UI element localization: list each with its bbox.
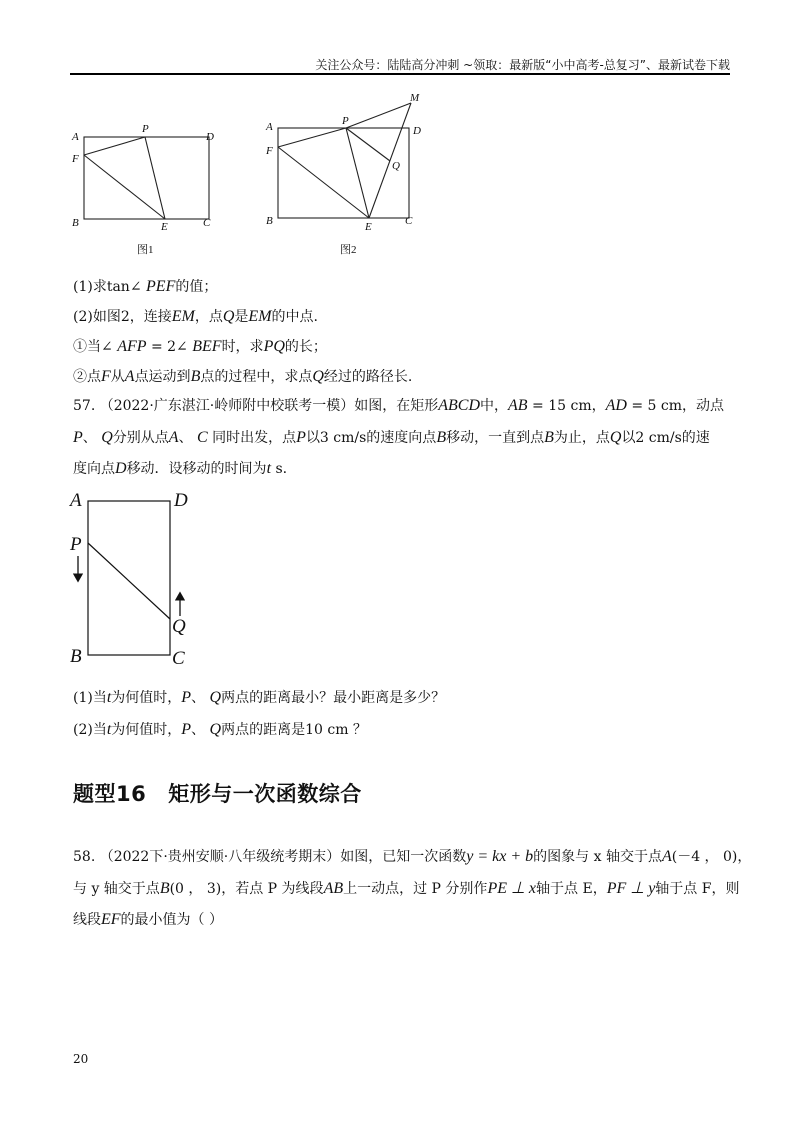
q58-line-2: 与 y 轴交于点B(0 ， 3)，若点 P 为线段AB上一动点，过 P 分别作PE ⊥ x轴于点 E，PF ⊥ y轴于点 F，则 — [73, 880, 740, 897]
fig1-label-d: D — [206, 131, 214, 143]
fig2-segment-pq — [346, 128, 390, 161]
q57-label-b: B — [70, 646, 82, 667]
fig2-segment-fe — [278, 147, 369, 218]
page-number: 20 — [73, 1052, 89, 1066]
figure-2 — [260, 92, 440, 262]
section-title: 矩形与一次函数综合 — [168, 782, 362, 806]
q57-label-p: P — [70, 534, 82, 555]
q57-segment-pq — [88, 543, 170, 619]
fig2-segment-fp — [278, 128, 346, 147]
fig2-label-f: F — [266, 145, 273, 157]
q57-line-3: 度向点D移动．设移动的时间为t s. — [73, 460, 288, 477]
page-header: 关注公众号：陆陆高分冲刺 ~领取：最新版“小中高考-总复习”、最新试卷下载 — [315, 58, 730, 72]
q57-label-d: D — [174, 490, 188, 511]
fig1-label-a: A — [72, 131, 79, 143]
q57-label-c: C — [172, 648, 185, 669]
q57-label-q: Q — [172, 616, 186, 637]
q56-part-1: (1)求tan∠ PEF的值； — [73, 278, 218, 295]
fig2-label-c: C — [405, 215, 413, 227]
q56-sub-2: ②点F从A点运动到B点的过程中，求点Q经过的路径长. — [73, 368, 413, 385]
fig2-label-a: A — [266, 121, 273, 133]
fig1-label-p: P — [142, 123, 149, 135]
figure-1 — [66, 122, 226, 262]
fig1-label-b: B — [72, 217, 79, 229]
q57-figure — [66, 486, 206, 676]
fig1-label-e: E — [161, 221, 168, 233]
fig1-segment-fp — [84, 137, 145, 155]
fig2-label-d: D — [413, 125, 421, 137]
q57-part-1: (1)当t为何值时，P、 Q两点的距离最小？最小距离是多少？ — [73, 689, 446, 706]
q58-line-3: 线段EF的最小值为（ ） — [73, 911, 223, 928]
fig1-segment-pe — [145, 137, 165, 219]
section-number: 题型16 — [73, 782, 147, 806]
q57-line-2: P、 Q分别从点A、 C 同时出发，点P以3 cm/s的速度向点B移动，一直到点B为止，点Q以2 cm/s的速 — [73, 429, 710, 446]
fig2-label-p: P — [342, 115, 349, 127]
fig2-label-q: Q — [392, 160, 400, 172]
q57-line-1: 57. （2022·广东湛江·岭师附中校联考一模）如图，在矩形ABCD中，AB = 15 cm，AD = 5 cm，动点 — [73, 397, 725, 414]
q57-label-a: A — [70, 490, 82, 511]
q56-part-2: (2)如图2，连接EM，点Q是EM的中点. — [73, 308, 318, 325]
fig1-caption: 图1 — [137, 244, 154, 256]
fig2-label-b: B — [266, 215, 273, 227]
section-heading — [73, 778, 362, 808]
fig2-caption: 图2 — [340, 244, 357, 256]
fig2-label-m: M — [410, 92, 420, 104]
q58-line-1: 58. （2022下·贵州安顺·八年级统考期末）如图，已知一次函数y = kx + b的图象与 x 轴交于点A(－4 ， 0)， — [73, 848, 752, 865]
q56-sub-1: ①当∠ AFP = 2∠ BEF时，求PQ的长； — [73, 338, 327, 355]
fig2-segment-pm — [346, 103, 411, 128]
q57-rectangle — [88, 501, 170, 655]
fig1-label-c: C — [203, 217, 211, 229]
q57-part-2: (2)当t为何值时，P、 Q两点的距离是10 cm ？ — [73, 721, 367, 738]
fig2-label-e: E — [365, 221, 372, 233]
fig1-label-f: F — [72, 153, 79, 165]
fig1-segment-fe — [84, 155, 165, 219]
header-rule — [70, 73, 730, 75]
fig2-segment-pe — [346, 128, 369, 218]
